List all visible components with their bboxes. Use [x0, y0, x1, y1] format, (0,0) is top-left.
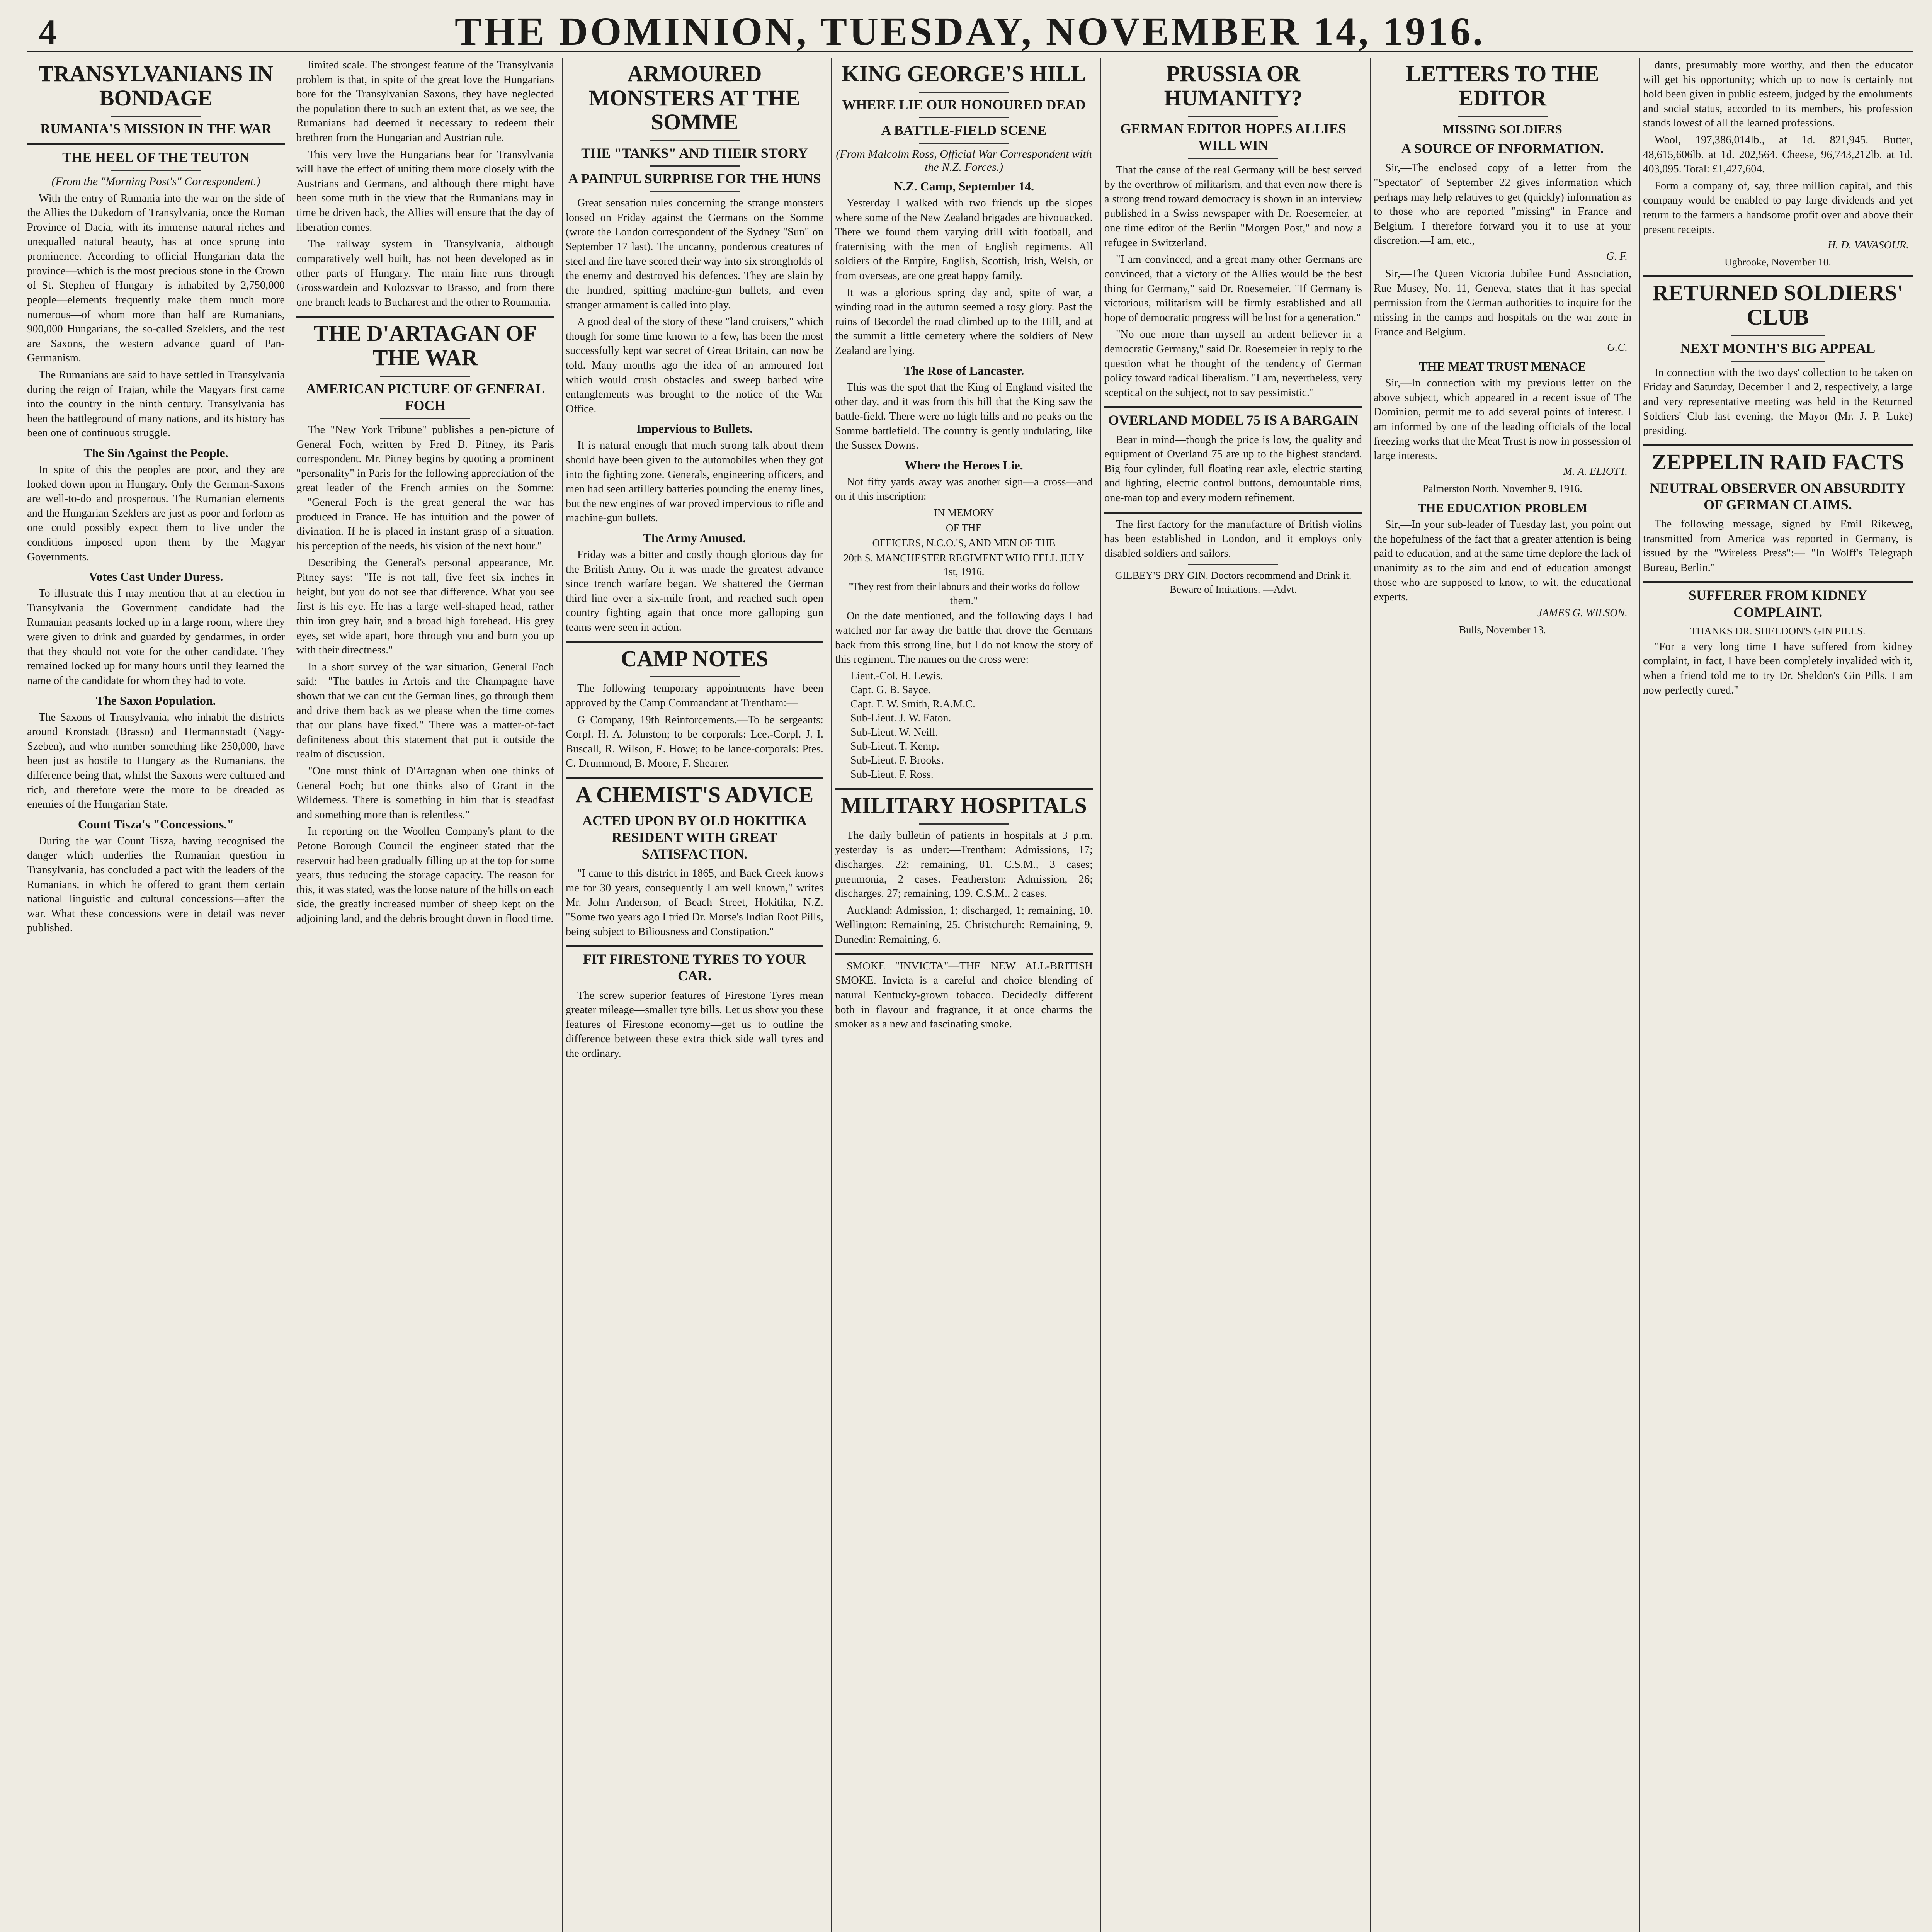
article-paragraph: Great sensation rules concerning the strange monsters loosed on Friday against the Germans on the Somme (wrote the London correspondent of the Sydney "Sun" on September 17 last). The uncanny, ponderous creatures of steel and fire have scored their way into six strongholds of the enemy and destroyed his defences. They are slain by the hundred, spitting machine-gun bullets, and even stranger armament is called into play. [566, 197, 823, 311]
advert-headline: A CHEMIST'S ADVICE [575, 782, 814, 807]
article-subhead: The Saxon Population. [96, 693, 216, 707]
letter-paragraph: Sir,—In connection with my previous letter on the above subject, which appeared in a recent issue of The Dominion, permit me to add several points of interest. I am informed by one of the leading officials of the local freezing works that the Meat Trust is now in possession of large interests. [1374, 377, 1631, 462]
advert-paragraph: "For a very long time I have suffered from kidney complaint, in fact, I have been completely invalided with it, when a friend told me to try Dr. Sheldon's Gin Pills. I am now perfectly cured." [1643, 640, 1913, 696]
article-headline: TRANSYLVANIANS IN BONDAGE [38, 61, 274, 111]
article-paragraph: This very love the Hungarians bear for Transylvania will have the effect of uniting them more closely with the Austrians and Germans, and although there might have been some truth in the view that the Rumanians may in time be driven back, the Allies will ensure that the day of liberation comes. [296, 148, 554, 233]
article-subhead: Count Tisza's "Concessions." [78, 817, 234, 831]
letter-signature: G. F. [1606, 250, 1628, 263]
memorial-line: OF THE [946, 522, 982, 534]
article-paragraph: "No one more than myself an ardent believer in a democratic Germany," said Dr. Roesemeier in reply to the question what he thought of the tendency of German policy toward radical liberalism. "I am, nevertheless, very sceptical on the subject, not to say pessimistic." [1104, 328, 1362, 399]
article-source: (From the "Morning Post's" Correspondent.) [51, 175, 260, 188]
article-deck: THE HEEL OF THE TEUTON [62, 150, 250, 165]
article-paragraph: "One must think of D'Artagnan when one thinks of General Foch; but one thinks also of Grant in the Wilderness. There is something in him that is steadfast and something more than is relentless." [296, 765, 554, 821]
letter-signature: G.C. [1607, 342, 1628, 354]
article-headline: CAMP NOTES [621, 646, 769, 671]
letter-signature: M. A. ELIOTT. [1563, 465, 1628, 478]
article-paragraph: That the cause of the real Germany will be best served by the overthrow of militarism, and that even now there is a strong trend toward democracy is shown in an interview published in a Swiss newspaper with Dr. Roesemeier, at one time editor of the Berlin "Morgen Post," and now a refugee in Switzerland. [1104, 164, 1362, 249]
advert-deck: THANKS DR. SHELDON'S GIN PILLS. [1690, 625, 1866, 637]
letter-title: THE EDUCATION PROBLEM [1418, 500, 1587, 515]
article-headline: MILITARY HOSPITALS [841, 793, 1087, 818]
article-paragraph: In a short survey of the war situation, General Foch said:—"The battles in Artois and the Champagne have shown that we can cut the German lines, go through them and drive them back as we please when the time comes that our plans have fixed." There was a matter-of-fact definiteness about this statement that put it outside the realm of discussion. [296, 661, 554, 760]
article-paragraph: On the date mentioned, and the following days I had watched nor far away the battle that drove the Germans back from this strong line, but I do not know the story of this regiment. The names on the cross were:— [835, 610, 1093, 666]
advert-headline: OVERLAND MODEL 75 IS A BARGAIN [1108, 412, 1359, 428]
article-paragraph: The railway system in Transylvania, although comparatively well built, has not been developed as in other parts of Hungary. The main line runs through Grosswardein and Kolozsvar to Brasso, and from there one branch leads to Bucharest and the other to Roumania. [296, 238, 554, 308]
article-subhead: The Sin Against the People. [83, 446, 228, 460]
advert-gin: GILBEY'S DRY GIN. Doctors recommend and Drink it. Beware of Imitations. —Advt. [1115, 570, 1352, 595]
name-list-item: Sub-Lieut. F. Ross. [850, 768, 934, 781]
name-list-item: Sub-Lieut. W. Neill. [850, 726, 938, 738]
article-headline: ARMOURED MONSTERS AT THE SOMME [588, 61, 801, 135]
article-deck: GERMAN EDITOR HOPES ALLIES WILL WIN [1120, 121, 1346, 153]
article-headline: KING GEORGE'S HILL [842, 61, 1086, 86]
article-paragraph: It was a glorious spring day and, spite of war, a winding road in the autumn seemed a rosy glory. Past the ruins of Becordel the road climbed up to the Hill, and at the summit a little cemetery where the soldiers of New Zealand are lying. [835, 286, 1093, 357]
memorial-line: "They rest from their labours and their works do follow them." [848, 581, 1080, 606]
article-deck: THE "TANKS" AND THEIR STORY [581, 145, 808, 161]
article-paragraph: To illustrate this I may mention that at an election in Transylvania the Government candidate had the Rumanian peasants locked up in a large room, where they were given to drink and guarded by gendarmes, in order that they should not vote for the other candidate. They remained locked up for many hours until they learned the name of the candidate for whom they had to vote. [27, 587, 285, 687]
article-paragraph: The daily bulletin of patients in hospitals at 3 p.m. yesterday is as under:—Trentham: Admissions, 17; discharges, 22; remaining, 81. C.S.M., 3 cases; pneumonia, 2 cases. Featherston: Admission, 26; discharges, 27; remaining, 139. C.S.M., 2 cases. [835, 829, 1093, 900]
article-paragraph: The following message, signed by Emil Rikeweg, transmitted from America was reported in Germany, is issued by the "Wireless Press":— "In Wolff's Telegraph Bureau, Berlin." [1643, 518, 1913, 574]
name-list-item: Lieut.-Col. H. Lewis. [850, 670, 943, 682]
column-2 [296, 58, 554, 1932]
letter-paragraph: Form a company of, say, three million capital, and this company would be enabled to pay large dividends and yet return to the farmers a handsome profit over and above their present receipts. [1643, 180, 1913, 236]
advert-paragraph: Bear in mind—though the price is low, the quality and equipment of Overland 75 are up to the highest standard. Big four cylinder, full floating rear axle, electric starting and lighting, electric control buttons, demountable rims, one-man top and every modern refinement. [1104, 434, 1362, 504]
memorial-line: OFFICERS, N.C.O.'S, AND MEN OF THE [872, 537, 1056, 549]
name-list-item: Capt. G. B. Sayce. [850, 684, 931, 696]
article-deck: A PAINFUL SURPRISE FOR THE HUNS [568, 171, 821, 187]
article-paragraph: Auckland: Admission, 1; discharged, 1; remaining, 10. Wellington: Remaining, 25. Christchurch: Remaining, 9. Dunedin: Remaining, 6. [835, 904, 1093, 946]
article-dateline: N.Z. Camp, September 14. [894, 179, 1034, 193]
article-subhead: Where the Heroes Lie. [905, 458, 1023, 472]
letter-title: THE MEAT TRUST MENACE [1419, 359, 1586, 374]
column-1 [27, 58, 285, 1932]
article-deck: WHERE LIE OUR HONOURED DEAD [842, 97, 1086, 112]
page-number: 4 [39, 12, 56, 52]
article-deck: NEXT MONTH'S BIG APPEAL [1680, 340, 1876, 356]
article-subhead: The Rose of Lancaster. [903, 363, 1024, 378]
article-paragraph: A good deal of the story of these "land cruisers," which though for some time known to a few, has been the most successfully kept war secret of Great Britain, can now be told. Many months ago the idea of an armoured fort which would crush obstacles and sweep barbed wire entanglements was brought to the notice of the War Office. [566, 316, 823, 415]
article-deck: A BATTLE-FIELD SCENE [881, 122, 1047, 138]
advert-deck: ACTED UPON BY OLD HOKITIKA RESIDENT WITH GREAT SATISFACTION. [582, 813, 807, 862]
advert-paragraph: SMOKE "INVICTA"—THE NEW ALL-BRITISH SMOKE. Invicta is a careful and choice blending of natural Kentucky-grown tobacco. Decidedly different both in flavour and fragrance, it at once charms the smoker as a new and fascinating smoke. [835, 960, 1093, 1031]
article-paragraph: The following temporary appointments have been approved by the Camp Commandant at Trentham:— [566, 682, 823, 709]
article-source: (From Malcolm Ross, Official War Correspondent with the N.Z. Forces.) [836, 148, 1092, 173]
article-headline: THE D'ARTAGAN OF THE WAR [314, 321, 537, 370]
article-paragraph: In spite of this the peoples are poor, and they are looked down upon in Hungary. Only the German-Saxons are well-to-do and prosperous. The Rumanian elements and the Hungarian Szeklers are just as poor and forlorn as one could possibly expect them to live under the conditions imposed upon them by the Magyar Governments. [27, 463, 285, 563]
article-paragraph: Not fifty yards away was another sign—a cross—and on it this inscription:— [835, 476, 1093, 503]
article-paragraph: Describing the General's personal appearance, Mr. Pitney says:—"He is not tall, five feet six inches in height, but you do not see that difference. What you see first is his eye. He has a large well-shaped head, rather thin iron grey hair, and a broad high forehead. His grey eyes, set wide apart, bore through you and burn you up with their directness." [296, 557, 554, 656]
advert-headline: FIT FIRESTONE TYRES TO YOUR CAR. [583, 951, 806, 984]
column-5 [1104, 58, 1362, 1932]
advert-headline: SUFFERER FROM KIDNEY COMPLAINT. [1688, 587, 1867, 620]
article-paragraph: "I am convinced, and a great many other Germans are convinced, that a victory of the Allies would be the best thing for Germany," said Dr. Roesemeier. "If Germany is victorious, militarism will be firmly established and all hope of democratic progress will be lost for a generation." [1104, 253, 1362, 324]
article-paragraph: The Saxons of Transylvania, who inhabit the districts around Kronstadt (Brasso) and Hermannstadt (Nagy-Szeben), and who number something like 250,000, have been just as hostile to Hungary as the Rumanians, the difference being that, whilst the Saxons were cultured and rich, and therefore were the more to be dreaded as enemies of the Hungarian State. [27, 711, 285, 811]
memorial-line: 20th S. MANCHESTER REGIMENT WHO FELL JULY 1st, 1916. [843, 552, 1085, 578]
article-paragraph: limited scale. The strongest feature of the Transylvania problem is that, in spite of the great love the Hungarians bore for the Transylvanian Saxons, they have neglected the population there to such an extent that, as we see, the Rumanians had deemed it necessary to redeem their brethren from the Hungarian and Austrian rule. [296, 59, 554, 144]
name-list-item: Sub-Lieut. T. Kemp. [850, 740, 939, 753]
column-4 [835, 58, 1093, 1932]
letter-paragraph: Sir,—The enclosed copy of a letter from the "Spectator" of September 22 gives information which perhaps may help relatives to get (quickly) information as to those who are reported "missing" in France and Belgium. I therefore forward you it to use at your discretion.—I am, etc., [1374, 162, 1631, 247]
memorial-line: IN MEMORY [934, 507, 994, 519]
article-paragraph: The "New York Tribune" publishes a pen-picture of General Foch, written by Fred B. Pitney, its Paris correspondent. Mr. Pitney begins by quoting a prominent "personality" in Paris for the following appreciation of the great leader of the French armies on the Somme:—"General Foch is the great general the war has produced in France. He has intuition and the power of divination. If he is placed in instant grasp of a situation, his perception of the needs, his vision of the next hour." [296, 423, 554, 552]
article-paragraph: G Company, 19th Reinforcements.—To be sergeants: Corpl. H. A. Johnston; to be corporals: Lce.-Corpl. J. I. Buscall, R. Wilson, E. Howe; to be lance-corporals: Ptes. C. Drummond, B. Moore, F. Shearer. [566, 714, 823, 770]
letter-signature: H. D. VAVASOUR. [1828, 239, 1909, 252]
article-paragraph: This was the spot that the King of England visited the other day, and it was from this hill that the King saw the battle-field. There were no high hills and no peaks on the Somme battlefield. The country is gently undulating, like the Sussex Downs. [835, 381, 1093, 452]
letter-paragraph: Sir,—The Queen Victoria Jubilee Fund Association, Rue Musey, No. 11, Geneva, states that it has special permission from the German authorities to inquire for the missing in the camps and hospitals on the war zone in France and Belgium. [1374, 268, 1631, 338]
name-list-item: Sub-Lieut. J. W. Eaton. [850, 712, 951, 724]
advert-paragraph: "I came to this district in 1865, and Back Creek knows me for 30 years, consequently I am well known," writes Mr. John Anderson, of Beach Street, Hokitika, N.Z. "Some two years ago I tried Dr. Morse's Indian Root Pills, being subject to Biliousness and Constipation." [566, 867, 823, 938]
article-paragraph: The Rumanians are said to have settled in Transylvania during the reign of Trajan, while the Magyars first came into the country in the ninth century. Transylvania has been the battleground of many nations, and its history has been one of continuous struggle. [27, 369, 285, 439]
article-headline: PRUSSIA OR HUMANITY? [1164, 61, 1303, 111]
letter-signature: JAMES G. WILSON. [1537, 607, 1628, 619]
letter-title: MISSING SOLDIERS [1443, 122, 1562, 136]
letter-paragraph: Sir,—In your sub-leader of Tuesday last, you point out the hopefulness of the fact that a greater attention is being paid to education, and at the same time deplore the lack of unanimity as to the aim and end of education amongst those who are supposed to know, to wit, the educational experts. [1374, 518, 1631, 603]
newspaper-title: THE DOMINION, TUESDAY, NOVEMBER 14, 1916. [454, 9, 1485, 54]
article-paragraph: Friday was a bitter and costly though glorious day for the British Army. On it was made the greatest advance since trench warfare began. We shattered the German third line over a six-mile front, and reached such open country fighting again that once more galloping gun teams were seen in action. [566, 549, 823, 634]
column-6 [1374, 58, 1631, 1932]
article-paragraph: It is natural enough that much strong talk about them should have been given to the automobiles when they got into the fighting zone. Generals, engineering officers, and men had seen artillery batteries pounding the enemy lines, but the new engines of war proved impervious to rifle and machine-gun bullets. [566, 439, 823, 524]
letter-place: Ugbrooke, November 10. [1725, 256, 1831, 268]
letter-figures: Wool, 197,386,014lb., at 1d. 821,945. Butter, 48,615,606lb. at 1d. 202,564. Cheese, 96,743,212lb. at 1d. 403,095. Total: £1,427,604. [1643, 134, 1913, 175]
letter-paragraph: dants, presumably more worthy, and then the educator will get his opportunity; which up to now is certainly not hold been given in public esteem, judged by the emoluments and social status, accorded to its members, his profession stands lowest of all the learned professions. [1643, 59, 1913, 129]
article-paragraph: Yesterday I walked with two friends up the slopes where some of the New Zealand brigades are bivouacked. There we found them varying drill with football, and fraternising with the men of English regiments. All soldiers of the Empire, English, Scottish, Irish, Welsh, or from overseas, are one great happy family. [835, 197, 1093, 282]
article-paragraph: In reporting on the Woollen Company's plant to the Petone Borough Council the engineer stated that the reservoir had been gradually filling up at the top for some years, thus reducing the storage capacity. The reason for this, it was stated, was the loose nature of the hills on each side, the greatly increased number of sheep kept on the adjoining land, and the debris brought down in flood time. [296, 825, 554, 925]
article-subhead: Impervious to Bullets. [636, 422, 753, 436]
article-paragraph: With the entry of Rumania into the war on the side of the Allies the Dukedom of Transylvania, once the Roman Province of Dacia, with its immense natural riches and unequalled natural beauty, has at once sprung into prominence. According to official Hungarian data the province—which is the most precious stone in the Crown of St. Stephen of Hungary—is inhabited by 2,750,000 people—elements frequently make them much more numerous—of whom more than half are Rumanians, 900,000 Hungarians, the so-called Szeklers, and the rest are Saxons, the western advance guard of Pan-Germanism. [27, 192, 285, 364]
article-headline: ZEPPELIN RAID FACTS [1651, 449, 1904, 474]
name-list-item: Capt. F. W. Smith, R.A.M.C. [850, 698, 975, 710]
section-headline: LETTERS TO THE EDITOR [1406, 61, 1599, 111]
advert-paragraph: The screw superior features of Firestone Tyres mean greater mileage—smaller tyre bills. Let us show you these features of Firestone economy—get us to outline the difference between these extra thick side wall tyres and the ordinary. [566, 989, 823, 1060]
article-subhead: Votes Cast Under Duress. [88, 570, 223, 584]
article-headline: RETURNED SOLDIERS' CLUB [1652, 280, 1903, 330]
letter-deck: A SOURCE OF INFORMATION. [1401, 141, 1604, 156]
column-7 [1643, 58, 1913, 1932]
article-deck: NEUTRAL OBSERVER ON ABSURDITY OF GERMAN CLAIMS. [1650, 480, 1906, 512]
article-deck: RUMANIA'S MISSION IN THE WAR [40, 121, 272, 137]
article-paragraph: The first factory for the manufacture of British violins has been established in London, and it employs only disabled soldiers and sailors. [1104, 518, 1362, 560]
letter-place: Bulls, November 13. [1459, 624, 1546, 636]
name-list-item: Sub-Lieut. F. Brooks. [850, 754, 944, 767]
article-paragraph: During the war Count Tisza, having recognised the danger which underlies the Rumanian question in Transylvania, has concluded a pact with the leaders of the Rumanians, in which he offered to grant them certain national linguistic and cultural concessions—after the war. What these concessions were in detail was never published. [27, 835, 285, 934]
article-paragraph: In connection with the two days' collection to be taken on Friday and Saturday, December 1 and 2, respectively, a large and very representative meeting was held in the Returned Soldiers' Club last evening, the Mayor (Mr. J. P. Luke) presiding. [1643, 366, 1913, 437]
letter-place: Palmerston North, November 9, 1916. [1422, 482, 1583, 494]
article-subhead: The Army Amused. [643, 531, 746, 545]
article-deck: AMERICAN PICTURE OF GENERAL FOCH [306, 381, 545, 413]
column-3 [566, 58, 823, 1932]
masthead [27, 9, 1913, 53]
